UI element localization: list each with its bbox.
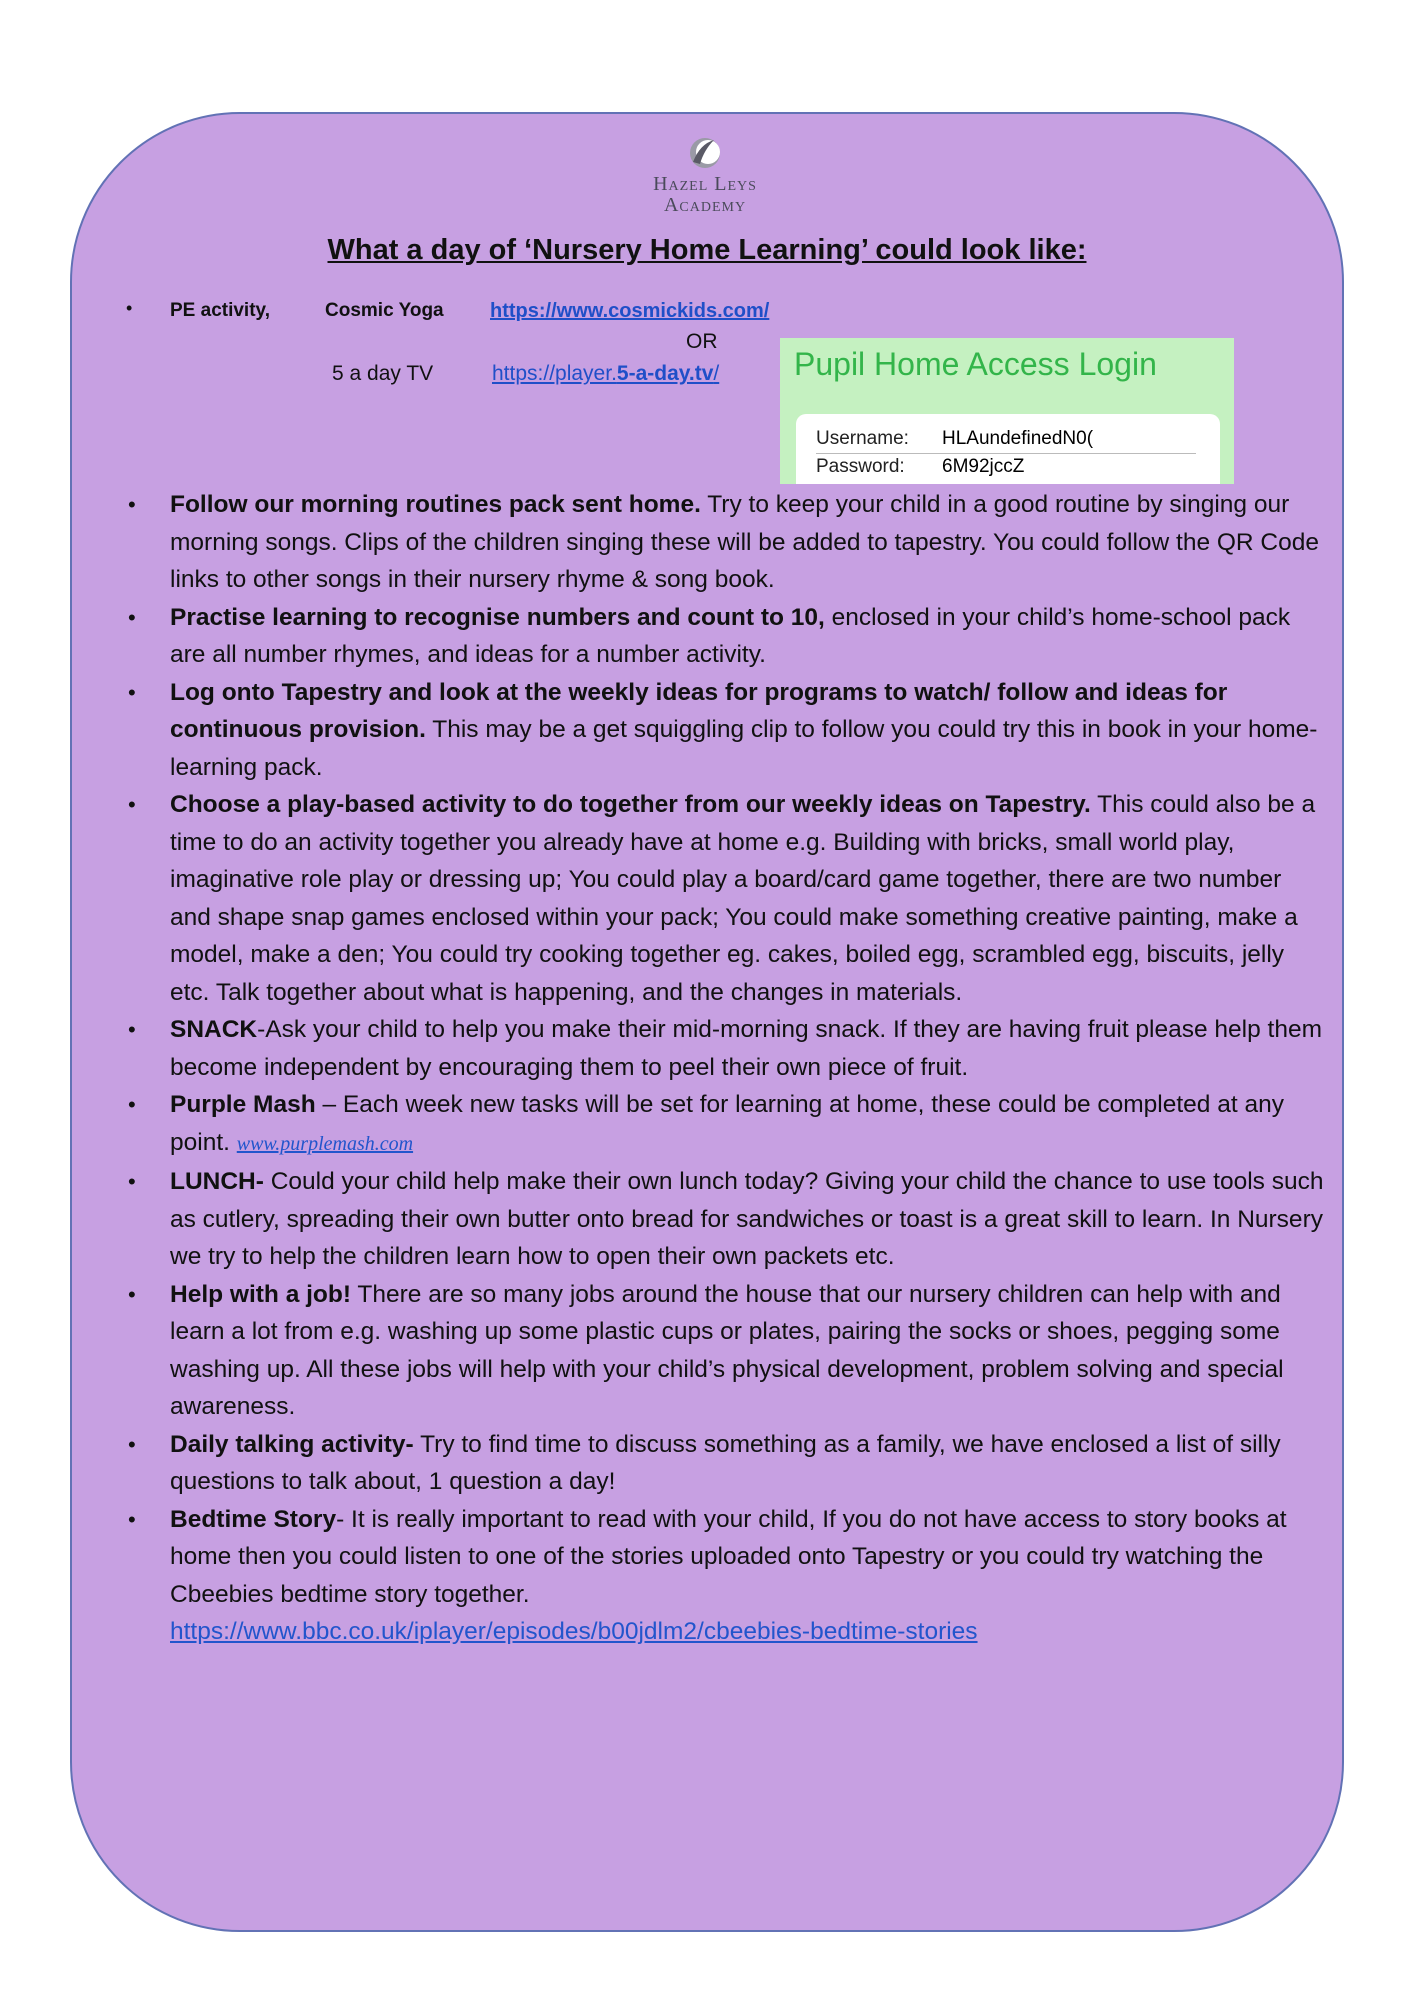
bullet: • [128, 604, 136, 630]
item-text: This could also be a time to do an activity together you already have at home e.g. Building with bricks, small world play, imaginative role play or dressing up; You could play a board/card game together, there are two number and shape snap games enclosed within your pack; You could make something creative painting, make a model, make a den; You could try cooking together eg. cakes, boiled egg, scrambled egg, biscuits, jelly etc. Talk together about what is happening, and the changes in materials. [170, 791, 1316, 1006]
bullet: • [128, 792, 136, 817]
password-value: 6M92jccZ [942, 456, 1025, 477]
item-text: -Ask your child to help you make their mid-morning snack. If they are having fruit please help them become independent by encouraging them to peel their own piece of fruit. [170, 1016, 1323, 1081]
logo-line-2: Academy [663, 194, 747, 216]
tv-link-prefix: https://player. [492, 362, 617, 385]
list-item [128, 1501, 1324, 1651]
item-text: Could your child help make their own lunch today? Giving your child the chance to use tools such as cutlery, spreading their own butter onto bread for sandwiches or toast is a great skill to learn. In Nursery we try to help the children learn how to open their own packets etc. [170, 1168, 1324, 1270]
cosmic-kids-link[interactable]: https://www.cosmickids.com/ [490, 300, 770, 322]
bullet: • [128, 1169, 136, 1194]
password-row [816, 456, 1025, 478]
tv-link-suffix: / [713, 362, 720, 385]
item-text: There are so many jobs around the house that our nursery children can help with and learn a lot from e.g. washing up some plastic cups or plates, pairing the socks or shoes, pegging some washing up. All these jobs will help with your child’s physical development, problem solving and special awareness. [170, 1280, 1284, 1420]
pe-bullet: • [126, 298, 133, 318]
list-item [128, 599, 1324, 674]
item-text: – Each week new tasks will be set for learning at home, these could be completed at any point. [170, 1091, 1284, 1156]
or-separator: OR [686, 330, 718, 353]
purple-mash-link[interactable]: www.purplemash.com [236, 1132, 414, 1155]
login-title: Pupil Home Access Login [794, 346, 1157, 382]
list-item [128, 1086, 1324, 1163]
list-item [128, 786, 1324, 1011]
logo-line-1: Hazel Leys [653, 173, 757, 195]
bullet: • [128, 1017, 136, 1042]
tv-link-bold: 5-a-day.tv [616, 362, 714, 385]
item-heading: Practise learning to recognise numbers and count to 10, [170, 603, 825, 631]
item-text: Try to keep your child in a good routine by singing our morning songs. Clips of the children singing these will be added to tapestry. You could follow the QR Code links to other songs in their nursery rhyme & song book. [170, 491, 1319, 593]
item-heading: Follow our morning routines pack sent home. [170, 491, 701, 518]
list-item [128, 674, 1324, 787]
username-value: HLAundefinedN0( [942, 428, 1094, 449]
pupil-login-card [780, 338, 1234, 484]
item-heading: SNACK [170, 1016, 258, 1043]
item-heading: Choose a play-based activity to do together from our weekly ideas on Tapestry. [170, 791, 1091, 818]
username-row [816, 428, 1196, 454]
bullet: • [128, 1431, 136, 1457]
username-label: Username: [816, 428, 909, 449]
list-item [128, 1011, 1324, 1086]
bullet: • [128, 492, 136, 517]
list-item [128, 486, 1324, 599]
page-title: What a day of ‘Nursery Home Learning’ could look like: [327, 234, 1087, 266]
bullet: • [128, 1506, 136, 1532]
activity-list [128, 486, 1324, 1651]
bullet: • [128, 679, 136, 705]
bullet: • [128, 1092, 136, 1117]
item-heading: Help with a job! [170, 1280, 352, 1308]
item-heading: LUNCH- [170, 1168, 264, 1195]
bullet: • [128, 1281, 136, 1307]
login-details-box [796, 414, 1220, 484]
item-text: enclosed in your child’s home-school pack are all number rhymes, and ideas for a number activity. [170, 603, 1291, 668]
password-label: Password: [816, 456, 905, 477]
item-heading: Daily talking activity- [170, 1430, 414, 1458]
item-text: This may be a get squiggling clip to follow you could try this in book in your home-learning pack. [170, 716, 1318, 781]
cbeebies-bedtime-link[interactable]: https://www.bbc.co.uk/iplayer/episodes/b00jdlm2/cbeebies-bedtime-stories [170, 1618, 978, 1645]
list-item [128, 1276, 1324, 1426]
pe-activity-label: PE activity, [170, 300, 270, 321]
academy-logo [630, 132, 780, 216]
academy-logo-icon [684, 132, 726, 174]
five-a-day-tv-label: 5 a day TV [332, 362, 434, 385]
list-item [128, 1426, 1324, 1501]
item-text: - It is really important to read with your child, If you do not have access to story books at home then you could listen to one of the stories uploaded onto Tapestry or you could try watching the Cbeebies bedtime story together. [170, 1505, 1287, 1608]
item-heading: Bedtime Story [170, 1505, 337, 1533]
item-heading: Purple Mash [170, 1091, 316, 1118]
cosmic-yoga-label: Cosmic Yoga [325, 300, 444, 321]
item-heading: Log onto Tapestry and look at the weekly ideas for programs to watch/ follow and ideas for continuous provision. [170, 678, 1228, 743]
item-text: Try to find time to discuss something as a family, we have enclosed a list of silly questions to talk about, 1 question a day! [170, 1430, 1281, 1495]
list-item [128, 1163, 1324, 1276]
five-a-day-tv-link[interactable] [492, 362, 719, 386]
